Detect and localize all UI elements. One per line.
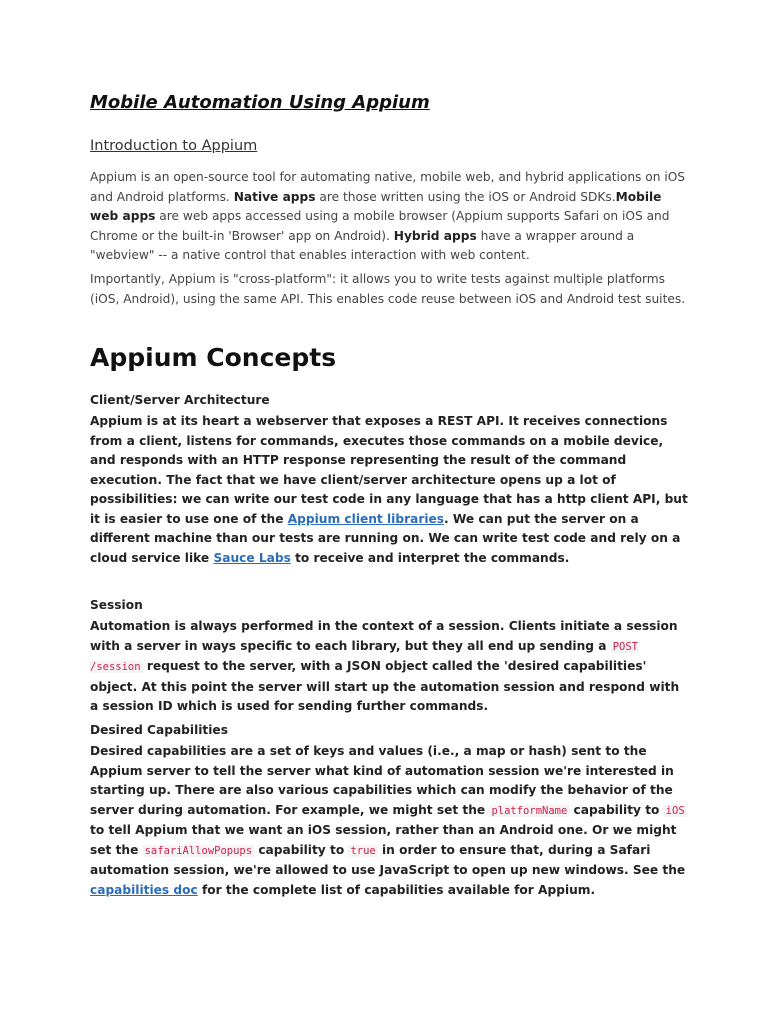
hybrid-apps-term: Hybrid apps: [393, 228, 477, 243]
desired-text-3: to tell Appium that we want an iOS session, rather than an Android one. Or we might set the: [90, 823, 677, 857]
session-text-1: Automation is always performed in the context of a session. Clients initiate a session with a server in ways specific to each library, but they all end up sending a: [90, 619, 678, 653]
safari-allow-popups-code: safariAllowPopups: [144, 844, 253, 857]
mobile-web-apps-term: Mobile web apps: [90, 189, 662, 223]
client-server-text-2: . We can put the server on a different machine than our tests are running on. We can write test code and rely on a cloud service like: [90, 511, 681, 565]
intro-paragraph-1: [90, 168, 690, 266]
desired-capabilities-paragraph: [90, 742, 690, 900]
desired-text-1: Desired capabilities are a set of keys and values (i.e., a map or hash) sent to the Appium server to tell the server what kind of automation session we're interested in starting up. There are also various capabilities which can modify the behavior of the server during automation. For example, we might set the: [90, 744, 674, 817]
post-session-code: POST /session: [90, 640, 639, 673]
session-heading: Session: [90, 598, 143, 612]
intro-text-1: Appium is an open-source tool for automating native, mobile web, and hybrid applications on iOS and Android platforms.: [90, 170, 686, 204]
client-server-text-3: to receive and interpret the commands.: [290, 550, 570, 565]
desired-text-4: capability to: [254, 842, 349, 857]
intro-text-3: are web apps accessed using a mobile browser (Appium supports Safari on iOS and Chrome or the built-in 'Browser' app on Android).: [90, 209, 670, 243]
true-code: true: [350, 844, 376, 857]
session-paragraph: [90, 617, 690, 717]
intro-heading: Introduction to Appium: [90, 138, 258, 154]
appium-client-libraries-link[interactable]: Appium client libraries: [287, 511, 445, 526]
platform-name-code: platformName: [491, 804, 568, 817]
session-text-2: request to the server, with a JSON object called the 'desired capabilities' object. At this point the server will start up the automation session and respond with a session ID which is used for sending further commands.: [90, 659, 680, 713]
document-title: Mobile Automation Using Appium: [90, 92, 430, 113]
capabilities-doc-link[interactable]: capabilities doc: [90, 882, 198, 897]
intro-text-2: are those written using the iOS or Android SDKs.: [315, 189, 616, 204]
desired-text-5: in order to ensure that, during a Safari automation session, we're allowed to use JavaScript to open up new windows. See the: [90, 842, 686, 877]
sauce-labs-link[interactable]: Sauce Labs: [213, 550, 291, 565]
intro-text-4: have a wrapper around a "webview" -- a native control that enables interaction with web content.: [90, 228, 635, 262]
intro-paragraph-2: Importantly, Appium is "cross-platform": it allows you to write tests against multiple platforms (iOS, Android), using the same API. This enables code reuse between iOS and Android test suites.: [90, 272, 686, 306]
native-apps-term: Native apps: [233, 189, 316, 204]
client-server-heading: Client/Server Architecture: [90, 393, 270, 407]
ios-code: iOS: [665, 804, 685, 817]
concepts-heading: Appium Concepts: [90, 343, 337, 372]
desired-text-2: capability to: [569, 802, 664, 817]
desired-text-6: for the complete list of capabilities available for Appium.: [197, 882, 596, 897]
client-server-text-1: Appium is at its heart a webserver that exposes a REST API. It receives connections from a client, listens for commands, executes those commands on a mobile device, and responds with an HTTP response representing the result of the command execution. The fact that we have client/server architecture opens up a lot of possibilities: we can write our test code in any language that has a http client API, but it is easier to use one of the: [90, 414, 688, 526]
desired-capabilities-heading: Desired Capabilities: [90, 723, 228, 737]
client-server-paragraph: [90, 412, 690, 568]
